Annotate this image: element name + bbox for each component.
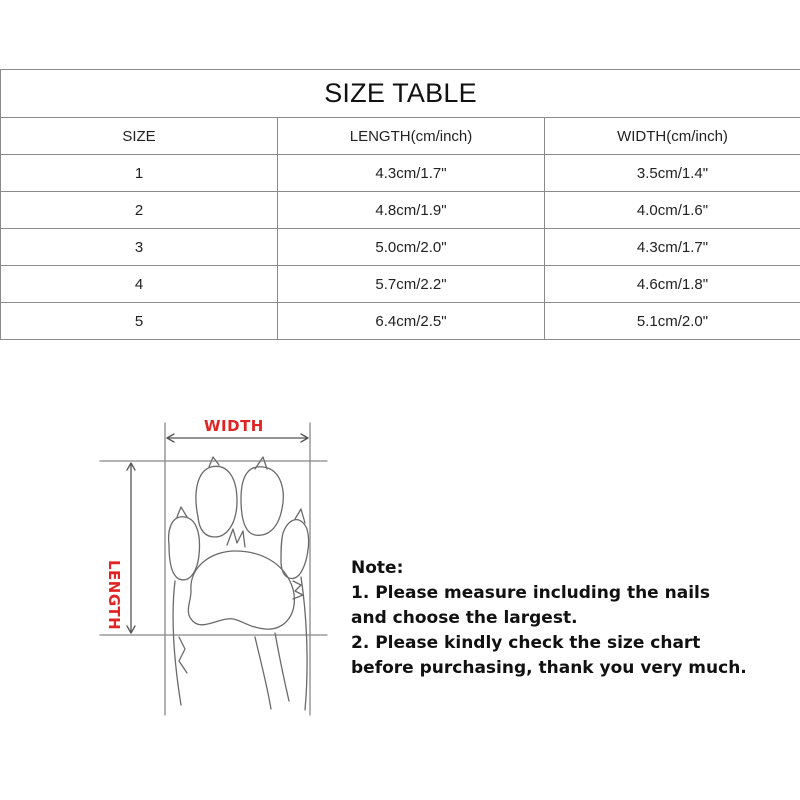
width-cell: 4.0cm/1.6" — [545, 192, 800, 229]
table-title-row — [1, 70, 800, 118]
length-cell: 5.7cm/2.2" — [278, 266, 545, 303]
paw-sketch-icon — [95, 405, 340, 735]
column-header-length: LENGTH(cm/inch) — [278, 118, 545, 155]
size-cell: 5 — [1, 303, 278, 340]
note-line: 1. Please measure including the nails — [351, 583, 710, 603]
width-cell: 3.5cm/1.4" — [545, 155, 800, 192]
table-header-row — [1, 118, 800, 155]
column-header-size: SIZE — [1, 118, 278, 155]
table-row — [1, 229, 800, 266]
length-cell: 5.0cm/2.0" — [278, 229, 545, 266]
size-cell: 1 — [1, 155, 278, 192]
note-line: 2. Please kindly check the size chart — [351, 633, 701, 653]
width-label: WIDTH — [204, 417, 264, 435]
width-cell: 4.6cm/1.8" — [545, 266, 800, 303]
width-cell: 4.3cm/1.7" — [545, 229, 800, 266]
table-row — [1, 303, 800, 340]
width-cell: 5.1cm/2.0" — [545, 303, 800, 340]
length-cell: 6.4cm/2.5" — [278, 303, 545, 340]
size-table — [0, 69, 800, 340]
size-cell: 3 — [1, 229, 278, 266]
paw-measurement-diagram — [95, 405, 340, 735]
table-row — [1, 192, 800, 229]
length-cell: 4.3cm/1.7" — [278, 155, 545, 192]
table-title: SIZE TABLE — [1, 70, 800, 118]
length-cell: 4.8cm/1.9" — [278, 192, 545, 229]
column-header-width: WIDTH(cm/inch) — [545, 118, 800, 155]
note-heading: Note: — [351, 558, 404, 578]
size-cell: 4 — [1, 266, 278, 303]
note-line: and choose the largest. — [351, 608, 578, 628]
table-row — [1, 266, 800, 303]
size-cell: 2 — [1, 192, 278, 229]
note-line: before purchasing, thank you very much. — [351, 658, 747, 678]
note-block — [351, 556, 791, 681]
table-row — [1, 155, 800, 192]
length-label: LENGTH — [105, 560, 123, 631]
